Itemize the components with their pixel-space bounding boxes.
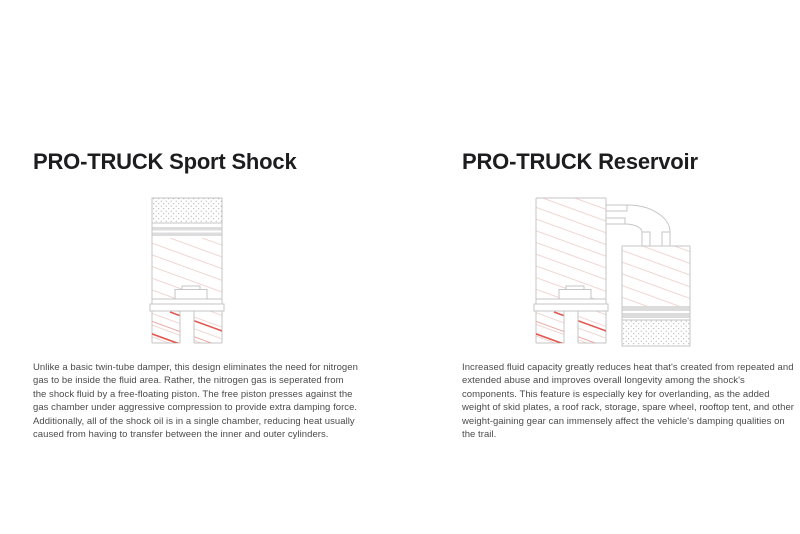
reservoir-gas-chamber — [622, 320, 690, 346]
hose-port-upper — [606, 205, 627, 211]
piston-valve-body — [559, 290, 591, 300]
reservoir-fitting — [662, 232, 670, 246]
piston-valve-cap — [566, 286, 584, 290]
reservoir-fitting — [642, 232, 650, 246]
sport-shock-title: PRO-TRUCK Sport Shock — [33, 149, 297, 174]
floating-piston-seal — [152, 227, 222, 231]
transfer-hose-outer — [627, 205, 670, 232]
piston-band — [534, 304, 608, 311]
piston-valve-cap — [182, 286, 200, 290]
hose-port-lower — [606, 218, 625, 224]
piston-rod — [564, 311, 578, 343]
reservoir-fluid — [622, 246, 690, 306]
piston-band — [150, 304, 224, 311]
sport-shock-diagram — [140, 190, 235, 350]
gas-chamber — [152, 198, 222, 223]
piston-plate — [152, 299, 222, 304]
reservoir-diagram — [520, 190, 705, 350]
piston-rod — [180, 311, 194, 343]
reservoir-divider-seal — [622, 313, 690, 318]
floating-piston-seal — [152, 233, 222, 237]
reservoir-divider-seal — [622, 306, 690, 311]
piston-plate — [536, 299, 606, 304]
reservoir-title: PRO-TRUCK Reservoir — [462, 149, 698, 174]
sport-shock-description: Unlike a basic twin-tube damper, this design eliminates the need for nitrogen gas to be inside the fluid area. Rather, the nitrogen gas is seperated from the shock fluid by a free-floating piston. The free piston presses against the gas chamber under aggressive compression to provide extra damping force. Additionally, all of the shock oil is in a single chamber, reducing heat usually caused from having to transfer between the inner and outer cylinders. — [33, 362, 358, 441]
reservoir-description: Increased fluid capacity greatly reduces heat that's created from repeated and extended abuse and improves overall longevity among the shock's components. This feature is especially key for overlanding, as the added weight of skid plates, a roof rack, storage, spare wheel, rooftop tent, and other weight-gaining gear can immensely affect the vehicle's damping qualities on the trail. — [462, 362, 794, 441]
piston-valve-body — [175, 290, 207, 300]
transfer-hose-inner — [625, 224, 642, 232]
fluid-chamber — [536, 198, 606, 299]
